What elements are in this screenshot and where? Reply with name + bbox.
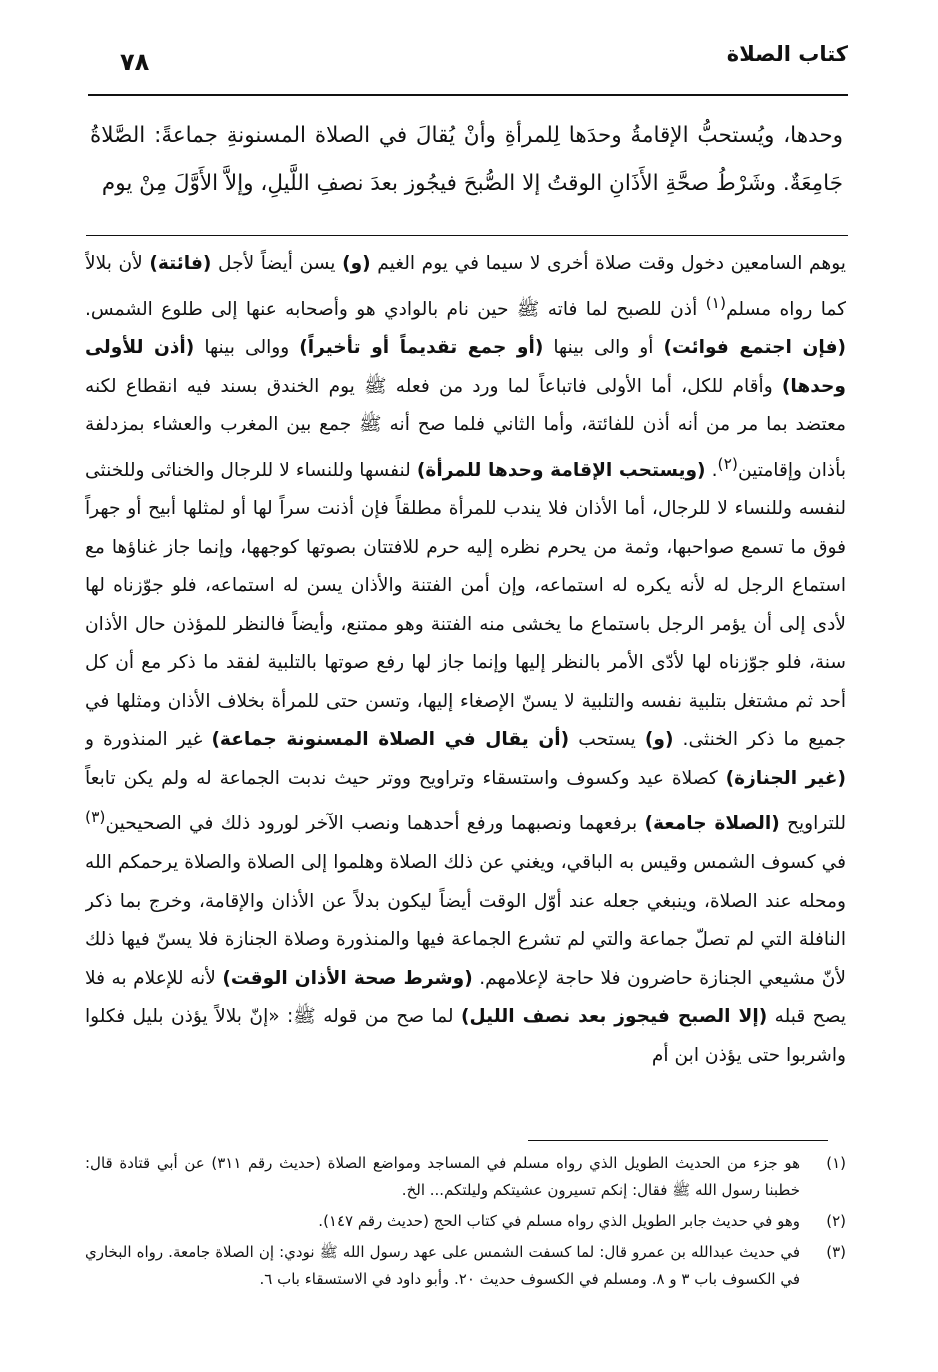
sharh-bold: (ويستحب الإقامة وحدها للمرأة) bbox=[416, 459, 706, 481]
book-title: كتاب الصلاة bbox=[726, 42, 848, 66]
sharh-run: لأنه للإعلام به فلا يصح قبله bbox=[85, 967, 846, 1028]
sharh-bold: (فائتة) bbox=[149, 253, 212, 274]
sharh-run: كصلاة عيد وكسوف واستسقاء وتراويح ووتر حيث ندبت الجماعة له ولم يكن تابعاً للتراويح bbox=[85, 767, 846, 835]
footnote-separator bbox=[528, 1140, 828, 1141]
sharh-bold: (و) bbox=[644, 729, 674, 751]
page-number: ٧٨ bbox=[120, 48, 150, 76]
sharh-run: لنفسها وللنساء لا للرجال والخناثى وللخنثى لنفسه وللنساء لا للرجال، أما الأذان فلا يندب للمرأة مطلقاً فإن أذنت سراً لها أو لمثلها أبيح أو جهراً فوق ما تسمع صواحبها، وثمة من يحرم نظره إليه حرم للافتتان بصوتها كوجهها، وإنما جاز غناؤها مع استماع الرجل له لأنه يكره له استماعه، وإن أمن الفتنة والأذان يسن له استماعه، فلو جوّزناه لها لأدى إلى أن يؤمر الرجل باستماع ما يخشى منه الفتنة وهو ممتنع، وأيضاً فالنظر للمؤذن حال الأذان سنة، فلو جوّزناه لها لأدّى الأمر بالنظر إليها وإنما جاز لها رفع صوتها بالتلبية لفقد ما ذكر مع أن كل أحد ثم مشتغل بتلبية نفسه والتلبية لا يسنّ الإصغاء إليها، وتسن حتى للمرأة بخلاف الأذان ومثلها في جميع ما ذكر الخنثى. bbox=[85, 459, 846, 751]
footnote-number: (٢) bbox=[826, 1212, 846, 1230]
footnote-number: (٣) bbox=[826, 1243, 846, 1261]
page-header bbox=[88, 38, 848, 96]
footnote-ref-2: (٢) bbox=[717, 454, 738, 473]
footnote-1 bbox=[85, 1150, 846, 1204]
sharh-bold: (وشرط صحة الأذان الوقت) bbox=[222, 967, 473, 989]
matn-separator bbox=[86, 235, 848, 236]
sharh-bold: (فإن اجتمع فوائت) bbox=[663, 337, 846, 359]
sharh-run: لأن بلالاً كما رواه مسلم bbox=[85, 253, 846, 320]
sharh-run: برفعهما ونصبهما ورفع أحدهما ونصب الآخر لورود ذلك في الصحيحين bbox=[105, 813, 645, 835]
footnote-text: وهو في حديث جابر الطويل الذي رواه مسلم في كتاب الحج (حديث رقم ١٤٧). bbox=[318, 1212, 800, 1230]
footnote-3 bbox=[85, 1239, 846, 1293]
sharh-bold: (أو جمع تقديماً أو تأخيراً) bbox=[299, 337, 544, 359]
footnote-text: هو جزء من الحديث الطويل الذي رواه مسلم في المساجد ومواضع الصلاة (حديث رقم ٣١١) عن أبي قتادة قال: خطبنا رسول الله ﷺ فقال: إنكم تسيرون عشيتكم وليلتكم... الخ. bbox=[85, 1154, 801, 1199]
sharh-text bbox=[85, 245, 846, 1115]
sharh-run: يستحب bbox=[569, 729, 645, 751]
sharh-run: ووالى بينها bbox=[194, 337, 300, 359]
sharh-bold: (الصلاة جامعة) bbox=[644, 813, 780, 835]
footnote-text: في حديث عبدالله بن عمرو قال: لما كسفت الشمس على عهد رسول الله ﷺ نودي: إن الصلاة جامعة. رواه البخاري في الكسوف باب ٣ و ٨. ومسلم في الكسوف حديث ٢٠. وأبو داود في الاستسقاء باب ٦. bbox=[85, 1243, 800, 1288]
sharh-run: يسن أيضاً لأجل bbox=[211, 253, 343, 274]
sharh-bold: (إلا الصبح فيجوز بعد نصف الليل) bbox=[461, 1006, 768, 1028]
sharh-run: أو والى بينها bbox=[543, 337, 664, 359]
footnote-ref-3: (٣) bbox=[85, 808, 106, 827]
sharh-bold: (و) bbox=[342, 253, 371, 274]
sharh-paragraph bbox=[85, 245, 846, 1075]
footnotes bbox=[85, 1150, 846, 1297]
footnote-number: (١) bbox=[826, 1154, 846, 1172]
sharh-run: غير المنذورة و bbox=[85, 729, 212, 751]
sharh-run: لما صح من قوله ﷺ: «إنّ بلالاً يؤذن بليل فكلوا واشربوا حتى يؤذن ابن أم bbox=[85, 1006, 846, 1066]
sharh-run: وأقام للكل، أما الأولى فاتباعاً لما ورد من فعله ﷺ يوم الخندق بسند فيه انقطاع لكنه معتضد بما مر من أنه أذن للفائتة، وأما الثاني فلما صح أنه ﷺ جمع بين المغرب والعشاء بمزدلفة بأذان وإقامتين bbox=[85, 375, 846, 481]
matn-text: وحدها، ويُستحبُّ الإقامةُ وحدَها لِلمرأةِ وأنْ يُقالَ في الصلاة المسنونةِ جماعةً: الصَّلاةُ جَامِعَةٌ. وشَرْطُ صحَّةِ الأَذَانِ الوقتُ إلا الصُّبحَ فيجُوز بعدَ نصفِ اللَّيلِ، وإلاَّ الأَوَّلَ مِنْ يوم bbox=[90, 123, 843, 196]
sharh-run: أذن للصبح لما فاته ﷺ حين نام بالوادي هو وأصحابه عنها إلى طلوع الشمس. bbox=[85, 298, 706, 320]
sharh-run: . bbox=[705, 459, 718, 481]
sharh-bold: (أذن للأولى وحدها) bbox=[85, 337, 846, 397]
sharh-bold: (أن يقال في الصلاة المسنونة جماعة) bbox=[211, 729, 570, 751]
sharh-run: في كسوف الشمس وقيس به الباقي، ويغني عن ذلك الصلاة وهلموا إلى الصلاة والصلاة يرحمكم الله ومحله عند الصلاة، وينبغي جعله عند أوّل الوقت أيضاً ليكون بدلاً عن الأذان والإقامة، وخرج بما ذكر النافلة التي لم تصلّ جماعة والتي لم تشرع الجماعة فيها والمنذورة وصلاة الجنازة فلا يسنّ فيها ذلك لأنّ مشيعي الجنازة حاضرون فلا حاجة لإعلامهم. bbox=[85, 852, 846, 989]
footnote-2 bbox=[85, 1208, 846, 1235]
sharh-run: يوهم السامعين دخول وقت صلاة أخرى لا سيما في يوم الغيم bbox=[370, 253, 846, 274]
sharh-bold: (غير الجنازة) bbox=[725, 767, 846, 789]
footnote-ref-1: (١) bbox=[705, 293, 727, 312]
